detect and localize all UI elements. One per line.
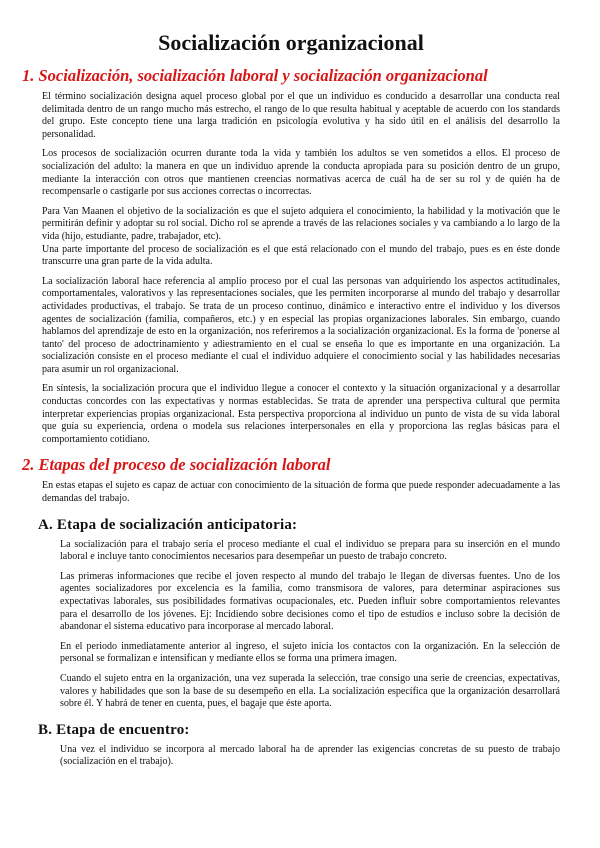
subsection-b-heading: B. Etapa de encuentro: (38, 721, 190, 738)
subsection-a-paragraph-4: Cuando el sujeto entra en la organización, una vez superada la selección, trae consigo una serie de creencias, expectativas, valores y habilidades que son la base de su desempeño en ella. La socialización específica que la organización desarrollará sobre él. Y habrá de tener en cuenta, pues, el bagaje que éste aporta. (60, 672, 560, 710)
section-1-paragraph-5: En síntesis, la socialización procura que el individuo llegue a conocer el contexto y la situación organizacional y a desarrollar conductas concordes con las expectativas y normas establecidas. Se trata de aprender una perspectiva cultural que permita interpretar experiencias propias organizacional. Esta perspectiva proporciona al individuo un punto de vista de su vida laboral que guía su experiencia, ordena o modela sus relaciones interpersonales en ella y proporciona las reglas básicas para el comportamiento cotidiano. (42, 383, 560, 445)
section-2-intro: En estas etapas el sujeto es capaz de actuar con conocimiento de la situación de forma que puede responder adecuadamente a las demandas del trabajo. (42, 480, 560, 505)
section-1-paragraph-1: El término socialización designa aquel proceso global por el que un individuo es conducido a desarrollar una conducta real delimitada dentro de un rango mucho más estrecho, el rango de lo que resulta habitual y aceptable de acuerdo con los standards del grupo. Este concepto tiene una larga tradición en psicología evolutiva y ha sido útil en el análisis del desarrollo la personalidad. (42, 91, 560, 140)
section-1-paragraph-2: Los procesos de socialización ocurren durante toda la vida y también los adultos se ven sometidos a ellos. El proceso de socialización del adulto: la manera en que un individuo aprende la conducta apropiada para su posición dentro de un grupo, mediante la interacción con otros que mantienen creencias normativas acerca de cuál ha de ser su rol y de quién ha de recompensarle o castigarle por sus acciones correctas o incorrectas. (42, 148, 560, 198)
page-title: Socialización organizacional (158, 30, 424, 55)
subsection-a-paragraph-3: En el periodo inmediatamente anterior al ingreso, el sujeto inicia los contactos con la organización. En la selección de personal se formalizan e intensifican y mediante ellos se forma una primera imagen. (60, 640, 560, 665)
section-1-paragraph-3: Para Van Maanen el objetivo de la socialización es que el sujeto adquiera el conocimiento, la habilidad y la motivación que le permitirán definir y adoptar su rol social. Dicho rol se aprende a través de las relaciones sociales y va cambiando a lo largo de la vida (hijo, estudiante, padre, trabajador, etc). Una parte importante del proceso de socialización es el que está relacionado con el mundo del trabajo, pues es en éste donde transcurre una gran parte de la vida adulta. (42, 205, 560, 268)
subsection-a-paragraph-1: La socialización para el trabajo sería el proceso mediante el cual el individuo se prepara para su inserción en el mundo laboral e incluye tanto conocimientos necesarios para desempeñar un puesto de trabajo concreto. (60, 538, 560, 563)
section-1-heading: 1. Socialización, socialización laboral y socialización organizacional (22, 66, 488, 85)
section-1-paragraph-4: La socialización laboral hace referencia al amplio proceso por el cual las personas van adquiriendo los aspectos actitudinales, comportamentales, valorativos y las representaciones sociales, que les permiten incorporarse al mundo del trabajo y desarrollar actividades productivas, el trabajo. Se trata de un proceso continuo, dinámico e interactivo entre el individuo y los diversos agentes de socialización (familia, compañeros, etc.) y en especial las propias organizaciones laborales. Sin embargo, cuando hablamos del aprendizaje de esto en la organización, nos referiremos a la socialización organizacional. Es la forma de 'ponerse al tanto' del proceso de adoctrinamiento y adiestramiento en el cual se enseña lo que es importante en una organización. La socialización consiste en el proceso mediante el cual el individuo adquiere el conocimiento social y las habilidades necesarias para asumir un rol organizacional. (42, 275, 560, 375)
subsection-a-heading: A. Etapa de socialización anticipatoria: (38, 516, 298, 533)
section-2-heading: 2. Etapas del proceso de socialización laboral (22, 455, 331, 475)
subsection-b-paragraph-1: Una vez el individuo se incorpora al mercado laboral ha de aprender las exigencias concretas de su puesto de trabajo (socialización en el trabajo). (60, 743, 560, 768)
subsection-a-paragraph-2: Las primeras informaciones que recibe el joven respecto al mundo del trabajo le llegan de diversas fuentes. Uno de los agentes socializadores por excelencia es la familia, como transmisora de valores, para determinar aspiraciones sus expectativas laborales, sus posibilidades formativas ocupacionales, etc. Pueden influir sobre comportamientos relevantes para el desarrollo de los jóvenes. Ej: Incidiendo sobre decisiones como el tipo de estudios e incluso sobre la decisión de abandonar el sistema educativo para incorporase al mercado laboral. (60, 570, 560, 633)
